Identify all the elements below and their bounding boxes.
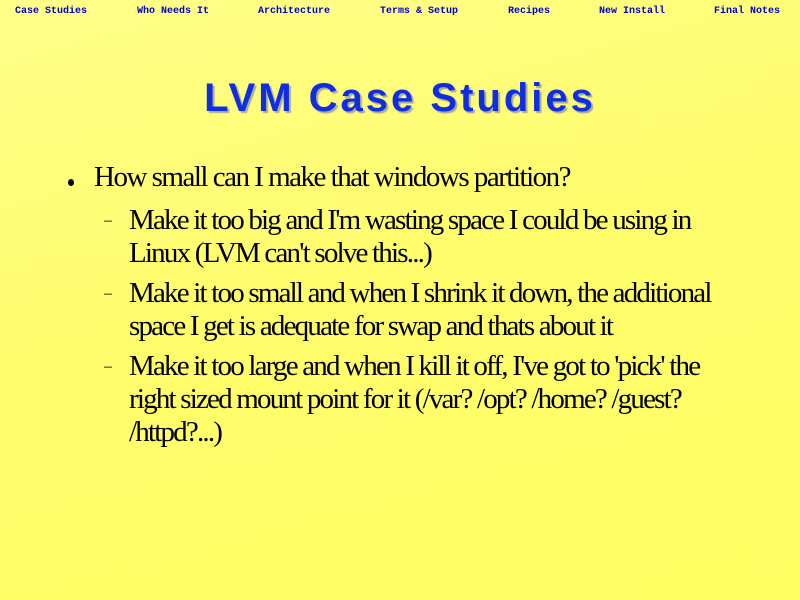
sub-bullet-text: Make it too large and when I kill it off, I've got to 'pick' the right sized mount point for it (/var? /opt? /home? /guest? /httpd?...) bbox=[129, 350, 700, 448]
dash-icon: – bbox=[104, 212, 111, 229]
main-bullet bbox=[60, 160, 750, 194]
sub-bullet-text: Make it too small and when I shrink it down, the additional space I get is adequate for swap and thats about it bbox=[129, 277, 711, 342]
nav-link-final-notes[interactable]: Final Notes bbox=[714, 6, 781, 17]
bullet-dot-icon bbox=[68, 179, 74, 186]
nav-link-recipes[interactable]: Recipes bbox=[508, 6, 551, 17]
nav-link-who-needs-it[interactable]: Who Needs It bbox=[137, 6, 210, 17]
sub-bullet-3 bbox=[60, 350, 750, 449]
main-bullet-text: How small can I make that windows partition? bbox=[94, 161, 571, 193]
nav-link-case-studies[interactable]: Case Studies bbox=[15, 6, 88, 17]
nav-link-new-install[interactable]: New Install bbox=[599, 6, 666, 17]
sub-bullet-text: Make it too big and I'm wasting space I could be using in Linux (LVM can't solve this...) bbox=[129, 204, 691, 269]
sub-bullet-1 bbox=[60, 204, 750, 270]
nav-link-terms-setup[interactable]: Terms & Setup bbox=[380, 6, 459, 17]
dash-icon: – bbox=[104, 358, 111, 375]
top-navigation bbox=[0, 0, 800, 24]
slide-content bbox=[60, 160, 750, 456]
sub-bullet-2 bbox=[60, 277, 750, 343]
slide-title: LVM Case Studies bbox=[204, 76, 596, 120]
dash-icon: – bbox=[104, 285, 111, 302]
nav-link-architecture[interactable]: Architecture bbox=[258, 6, 331, 17]
